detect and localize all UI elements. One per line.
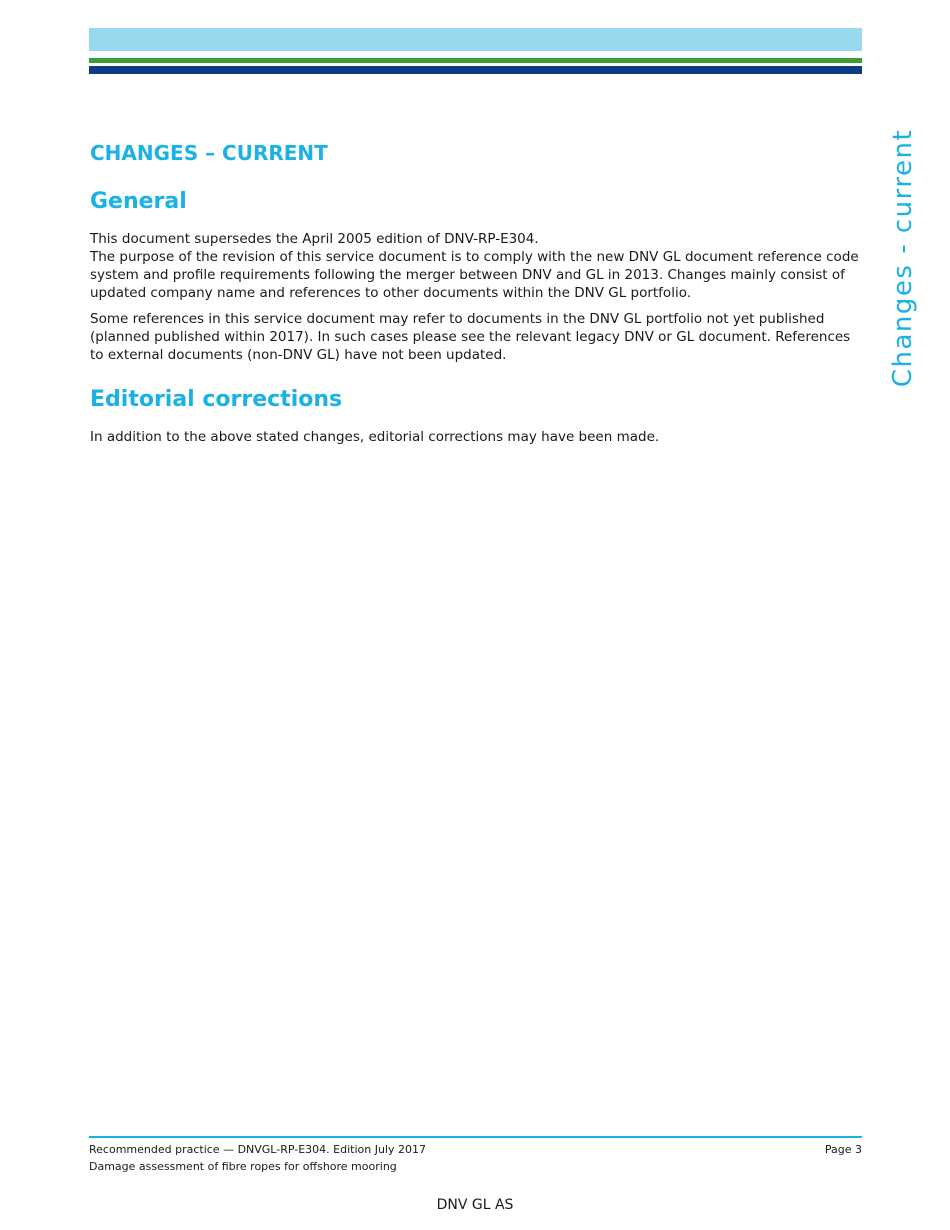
general-paragraph-2: The purpose of the revision of this service document is to comply with the new DNV GL document reference code system and profile requirements following the merger between DNV and GL in 2013. Changes mainly consist of updated company name and references to other documents within the DNV GL portfolio. bbox=[90, 249, 859, 301]
header-band-light-blue bbox=[89, 28, 862, 51]
header-band-gap bbox=[89, 51, 862, 58]
editorial-paragraph-1: In addition to the above stated changes, editorial corrections may have been made. bbox=[90, 429, 660, 445]
footer-page-number: Page 3 bbox=[824, 1143, 862, 1156]
side-tab-label: Changes - current bbox=[888, 128, 918, 388]
footer-document-reference: Recommended practice — DNVGL-RP-E304. Edition July 2017 bbox=[89, 1143, 426, 1156]
general-paragraph-3: Some references in this service document may refer to documents in the DNV GL portfolio not yet published (planned published within 2017). In such cases please see the relevant legacy DNV or GL document. References to external documents (non-DNV GL) have not been updated. bbox=[90, 311, 851, 363]
header-color-bands bbox=[89, 28, 862, 74]
page-title: CHANGES – CURRENT bbox=[90, 141, 328, 165]
footer-divider bbox=[89, 1136, 862, 1138]
general-paragraph-1: This document supersedes the April 2005 edition of DNV-RP-E304. bbox=[90, 231, 539, 247]
section-heading-general: General bbox=[90, 189, 187, 214]
publisher-name: DNV GL AS bbox=[436, 1197, 514, 1213]
footer-document-subtitle: Damage assessment of fibre ropes for offshore mooring bbox=[89, 1160, 397, 1173]
section-heading-editorial-corrections: Editorial corrections bbox=[90, 387, 343, 412]
footer-document-line bbox=[89, 1143, 862, 1157]
main-content bbox=[90, 140, 862, 446]
header-band-navy bbox=[89, 66, 862, 74]
